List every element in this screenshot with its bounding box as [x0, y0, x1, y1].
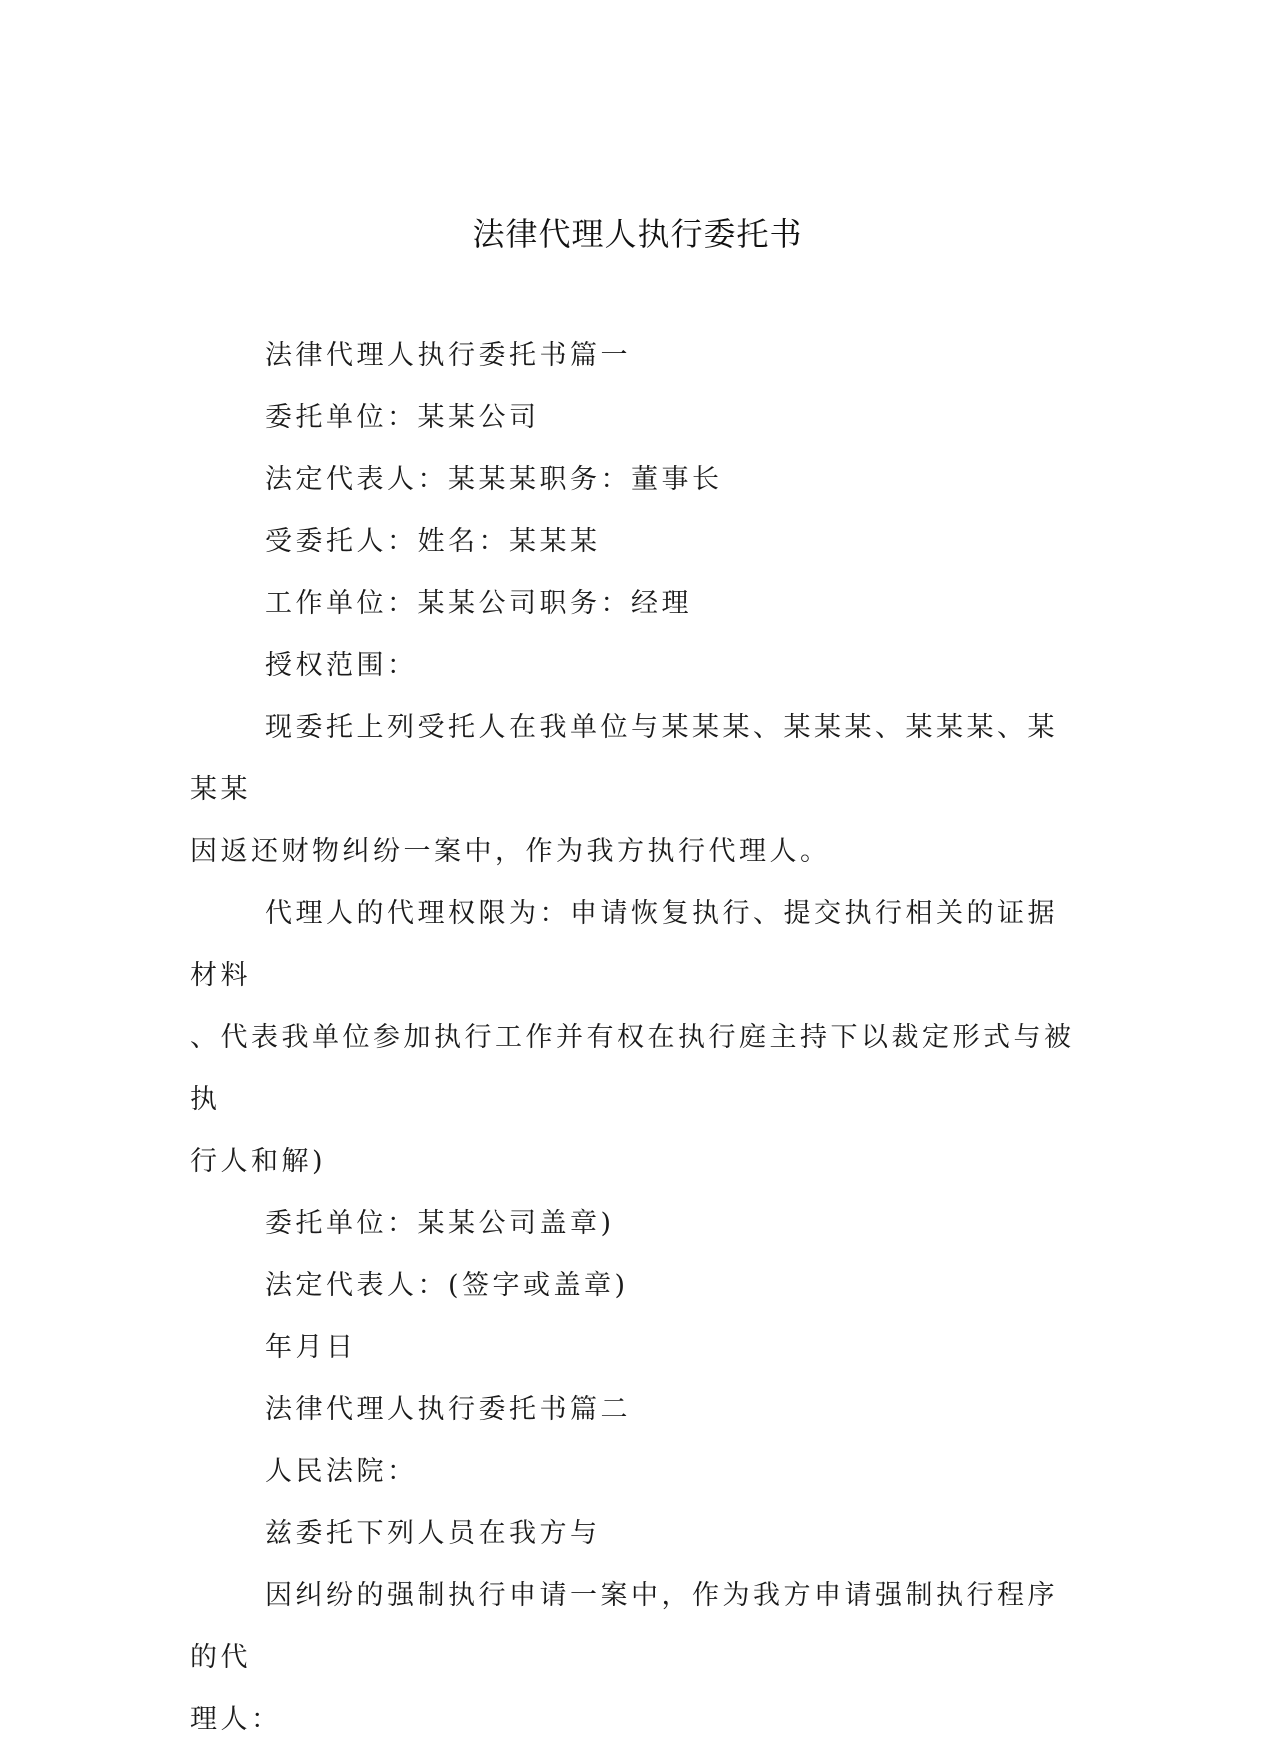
paragraph-line: 人民法院： — [265, 1456, 418, 1487]
document-body — [190, 325, 1075, 1751]
representative-signature — [190, 1255, 1075, 1317]
paragraph-line: 法律代理人执行委托书篇一 — [265, 340, 631, 371]
agent-workplace — [190, 573, 1075, 635]
heading-part-two — [190, 1379, 1075, 1441]
paragraph-line: 法定代表人：(签字或盖章) — [265, 1270, 629, 1301]
paragraph-line: 法律代理人执行委托书篇二 — [265, 1394, 631, 1425]
paragraph-line: 兹委托下列人员在我方与 — [265, 1518, 601, 1549]
paragraph-line: 理人： — [190, 1704, 282, 1735]
paragraph-line: 授权范围： — [265, 650, 418, 681]
paragraph-line: 、代表我单位参加执行工作并有权在执行庭主持下以裁定形式与被执 — [190, 1022, 1075, 1115]
principal-seal — [190, 1193, 1075, 1255]
entrustment-statement — [190, 697, 1075, 883]
document-title: 法律代理人执行委托书 — [472, 215, 803, 253]
enforcement-application — [190, 1565, 1075, 1751]
paragraph-line: 因返还财物纠纷一案中，作为我方执行代理人。 — [190, 836, 831, 867]
paragraph-line: 受委托人：姓名：某某某 — [265, 526, 601, 557]
paragraph-line: 委托单位：某某公司盖章) — [265, 1208, 615, 1239]
paragraph-line: 行人和解) — [190, 1146, 327, 1177]
date-line — [190, 1317, 1075, 1379]
paragraph-line: 法定代表人：某某某职务：董事长 — [265, 464, 723, 495]
agent-name — [190, 511, 1075, 573]
paragraph-line: 现委托上列受托人在我单位与某某某、某某某、某某某、某某某 — [190, 712, 1058, 805]
entrust-intro — [190, 1503, 1075, 1565]
principal-unit — [190, 387, 1075, 449]
heading-part-one — [190, 325, 1075, 387]
paragraph-line: 代理人的代理权限为：申请恢复执行、提交执行相关的证据材料 — [190, 898, 1058, 991]
paragraph-line: 工作单位：某某公司职务：经理 — [265, 588, 692, 619]
paragraph-line: 因纠纷的强制执行申请一案中，作为我方申请强制执行程序的代 — [190, 1580, 1058, 1673]
paragraph-line: 年月日 — [265, 1332, 357, 1363]
agency-authority — [190, 883, 1075, 1193]
legal-representative — [190, 449, 1075, 511]
court-salutation — [190, 1441, 1075, 1503]
authorization-scope — [190, 635, 1075, 697]
paragraph-line: 委托单位：某某公司 — [265, 402, 540, 433]
